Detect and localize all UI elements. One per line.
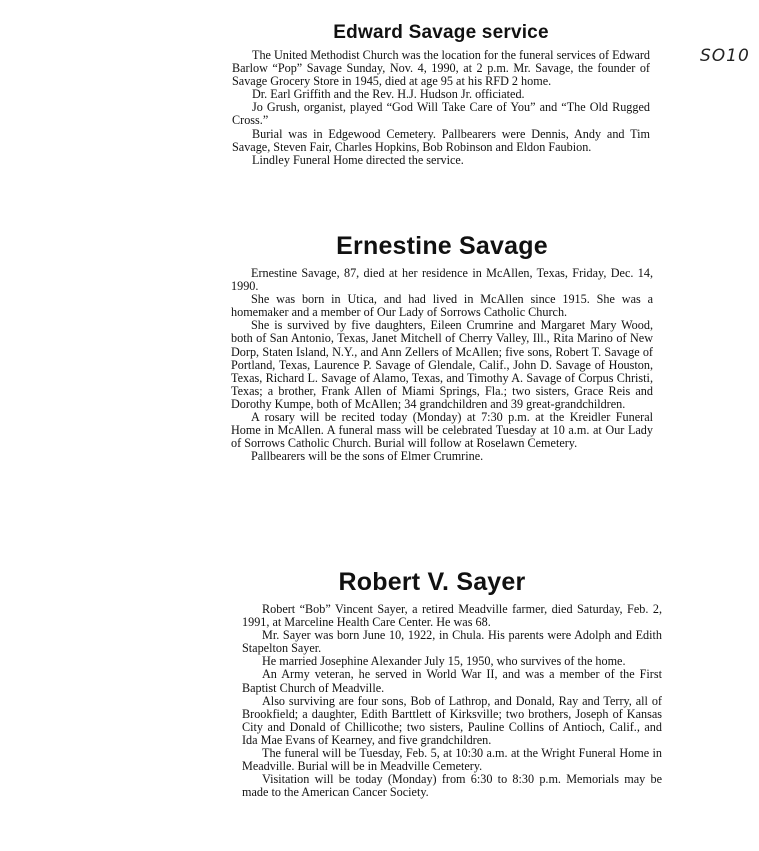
paragraph: Burial was in Edgewood Cemetery. Pallbearers were Dennis, Andy and Tim Savage, Steven Fair, Charles Hopkins, Bob Robinson and Eldon Faubion. — [232, 126, 650, 154]
paragraph: An Army veteran, he served in World War II, and was a member of the First Baptist Church of Meadville. — [242, 667, 662, 695]
paragraph: Pallbearers will be the sons of Elmer Crumrine. — [251, 449, 484, 464]
paragraph: Also surviving are four sons, Bob of Lathrop, and Donald, Ray and Terry, all of Brookfield; a daughter, Edith Barttlett of Kirksville; two brothers, Joseph of Kansas City and Donald of Chillicothe; two sisters, Pauline Collins of Antioch, Calif., and Ida Mae Evans of Kearney, and five grandchildren. — [242, 693, 662, 747]
obituary-body — [242, 603, 662, 799]
obituary-title: Ernestine Savage — [336, 232, 548, 260]
obituary-ernestine-savage — [231, 232, 653, 463]
paragraph: Lindley Funeral Home directed the service. — [252, 152, 464, 167]
handwritten-note: SO10 — [700, 46, 750, 66]
paragraph: Ernestine Savage, 87, died at her residence in McAllen, Texas, Friday, Dec. 14, 1990. — [231, 266, 653, 294]
paragraph: She was born in Utica, and had lived in McAllen since 1915. She was a homemaker and a member of Our Lady of Sorrows Catholic Church. — [231, 292, 653, 320]
obituary-robert-sayer — [242, 568, 662, 799]
obituary-body — [231, 267, 653, 463]
paragraph: A rosary will be recited today (Monday) at 7:30 p.m. at the Kreidler Funeral Home in McAllen. A funeral mass will be celebrated Tuesday at 10 a.m. at Our Lady of Sorrows Catholic Church. Burial will follow at Roselawn Cemetery. — [231, 410, 653, 451]
paragraph: Dr. Earl Griffith and the Rev. H.J. Hudson Jr. officiated. — [252, 87, 525, 102]
obituary-title: Robert V. Sayer — [338, 568, 526, 596]
paragraph: The funeral will be Tuesday, Feb. 5, at 10:30 a.m. at the Wright Funeral Home in Meadville. Burial will be in Meadville Cemetery. — [242, 746, 662, 774]
obituary-body — [232, 49, 650, 167]
paragraph: Visitation will be today (Monday) from 6:30 to 8:30 p.m. Memorials may be made to the American Cancer Society. — [242, 772, 662, 800]
paragraph: She is survived by five daughters, Eileen Crumrine and Margaret Mary Wood, both of San Antonio, Texas, Janet Mitchell of Cherry Valley, Ill., Rita Marino of New Dorp, Staten Island, N.Y., and Ann Zellers of McAllen; five sons, Robert T. Savage of Portland, Texas, Laurence P. Savage of Glendale, Calif., John D. Savage of Houston, Texas, Richard L. Savage of Alamo, Texas, and Timothy A. Savage of Corpus Christi, Texas; a brother, Frank Allen of Miami Springs, Fla.; two sisters, Grace Reis and Dorothy Kumpe, both of McAllen; 34 grandchildren and 39 great-grandchildren. — [231, 318, 653, 411]
paragraph: Jo Grush, organist, played “God Will Take Care of You” and “The Old Rugged Cross.” — [232, 100, 650, 128]
obituary-title: Edward Savage service — [333, 22, 549, 43]
paragraph: The United Methodist Church was the location for the funeral services of Edward Barlow “Pop” Savage Sunday, Nov. 4, 1990, at 2 p.m. Mr. Savage, the founder of Savage Grocery Store in 1945, died at age 95 at his RFD 2 home. — [232, 48, 651, 89]
paragraph: Mr. Sayer was born June 10, 1922, in Chula. His parents were Adolph and Edith Stapelton Sayer. — [242, 628, 662, 656]
obituary-edward-savage — [232, 22, 650, 167]
paragraph: Robert “Bob” Vincent Sayer, a retired Meadville farmer, died Saturday, Feb. 2, 1991, at Marceline Health Care Center. He was 68. — [242, 602, 662, 630]
paragraph: He married Josephine Alexander July 15, 1950, who survives of the home. — [262, 654, 626, 669]
